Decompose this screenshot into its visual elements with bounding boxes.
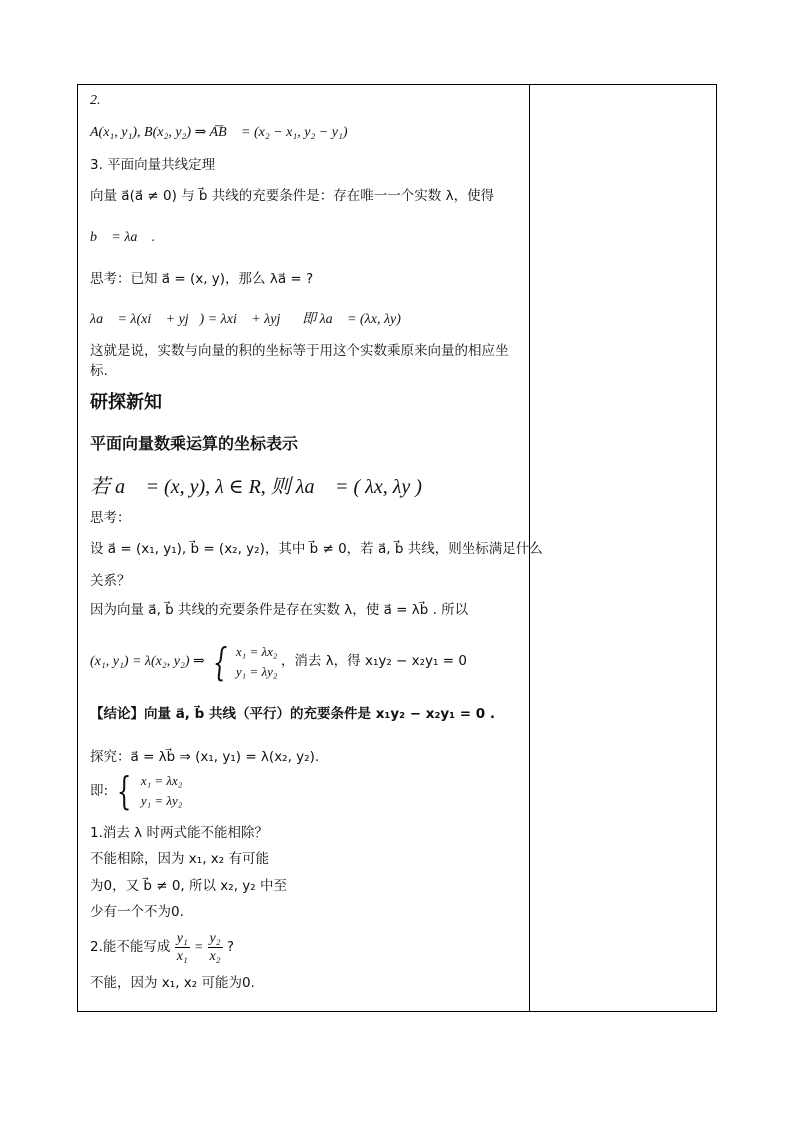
fraction-denominator: x₂: [209, 948, 221, 964]
collinear-condition-formula: b⃗ = λa⃗ .: [90, 230, 156, 245]
answer-1-line-3: 少有一个不为0.: [90, 904, 184, 920]
conclusion-statement: 【结论】向量 a⃗, b⃗ 共线（平行）的充要条件是 x₁y₂ − x₂y₁ = 0 .: [90, 706, 496, 722]
question-2: [90, 927, 234, 967]
answer-1-line-2: 为0，又 b⃗ ≠ 0, 所以 x₂, y₂ 中至: [90, 878, 287, 894]
explanation-line-2: 标.: [90, 363, 108, 379]
coordinate-formula: 若 a⃗ = (x, y), λ ∈ R, 则 λa⃗ = ( λx, λy ): [90, 476, 422, 498]
derivation-right: ，消去 λ，得 x₁y₂ − x₂y₁ = 0: [280, 653, 467, 669]
content-column: [78, 85, 543, 1011]
item-number-2: 2.: [90, 93, 101, 108]
think-question-1: 思考：已知 a⃗ = (x, y)，那么 λa⃗ = ?: [90, 271, 314, 287]
explore-system-label: 即:: [90, 783, 109, 799]
section-heading-explore: 研探新知: [90, 392, 162, 413]
collinear-theorem-heading: 3. 平面向量共线定理: [90, 157, 216, 173]
answer-2: 不能，因为 x₁, x₂ 可能为0.: [90, 975, 255, 991]
system-eq-1: x₁ = λx₂: [140, 773, 183, 788]
lesson-table: [77, 84, 717, 1012]
fraction-numerator: y₂: [209, 930, 221, 946]
brace-symbol: {: [213, 639, 228, 684]
collinear-reasoning: 因为向量 a⃗, b⃗ 共线的充要条件是存在实数 λ，使 a⃗ = λb⃗ . 所以: [90, 602, 469, 618]
notes-column: [530, 85, 716, 1011]
think-question-2: 设 a⃗ = (x₁, y₁), b⃗ = (x₂, y₂)，其中 b⃗ ≠ 0，若 a⃗, b⃗ 共线，则坐标满足什么: [90, 541, 543, 557]
equation-system-2: [112, 769, 182, 813]
system-eq-2: y₁ = λy₂: [140, 793, 183, 808]
fraction-y2-x2: [208, 930, 223, 965]
question-mark: ?: [226, 939, 235, 955]
system-eq-2: y₁ = λy₂: [235, 663, 278, 679]
vector-ab-coordinates: A(x₁, y₁), B(x₂, y₂) ⇒ A͞B⃗ = (x₂ − x₁, y₂ − y₁): [90, 125, 348, 140]
fraction-y1-x1: [175, 930, 190, 965]
scalar-multiplication-derivation: λa⃗ = λ(xi⃗ + yj⃗) = λxi⃗ + λyj⃗，即 λa⃗ = (λx, λy): [90, 312, 401, 327]
question-2-prefix: 2.能不能写成: [90, 939, 171, 955]
answer-1-line-1: 不能相除，因为 x₁, x₂ 有可能: [90, 851, 269, 867]
fraction-numerator: y₁: [176, 930, 188, 946]
collinear-theorem-statement: 向量 a⃗(a⃗ ≠ 0) 与 b⃗ 共线的充要条件是：存在唯一一个实数 λ，使得: [90, 188, 495, 204]
section-subheading-coordinate: 平面向量数乘运算的坐标表示: [90, 434, 299, 453]
explore-statement: 探究：a⃗ = λb⃗ ⇒ (x₁, y₁) = λ(x₂, y₂).: [90, 749, 320, 765]
system-equations: [141, 771, 182, 811]
elimination-derivation: [90, 639, 467, 684]
explore-system: [90, 769, 182, 813]
explanation-line-1: 这就是说，实数与向量的积的坐标等于用这个实数乘原来向量的相应坐: [90, 343, 509, 359]
brace-symbol: {: [117, 769, 132, 813]
equation-system-1: [208, 640, 277, 684]
think-question-2-cont: 关系？: [90, 573, 131, 589]
question-1: 1.消去 λ 时两式能不能相除？: [90, 825, 268, 841]
think-label: 思考：: [90, 510, 131, 526]
equals-sign: =: [194, 939, 204, 954]
system-eq-1: x₁ = λx₂: [235, 643, 278, 659]
system-equations: [236, 642, 277, 682]
derivation-left: (x₁, y₁) = λ(x₂, y₂) ⇒: [90, 654, 205, 669]
fraction-denominator: x₁: [176, 948, 188, 964]
